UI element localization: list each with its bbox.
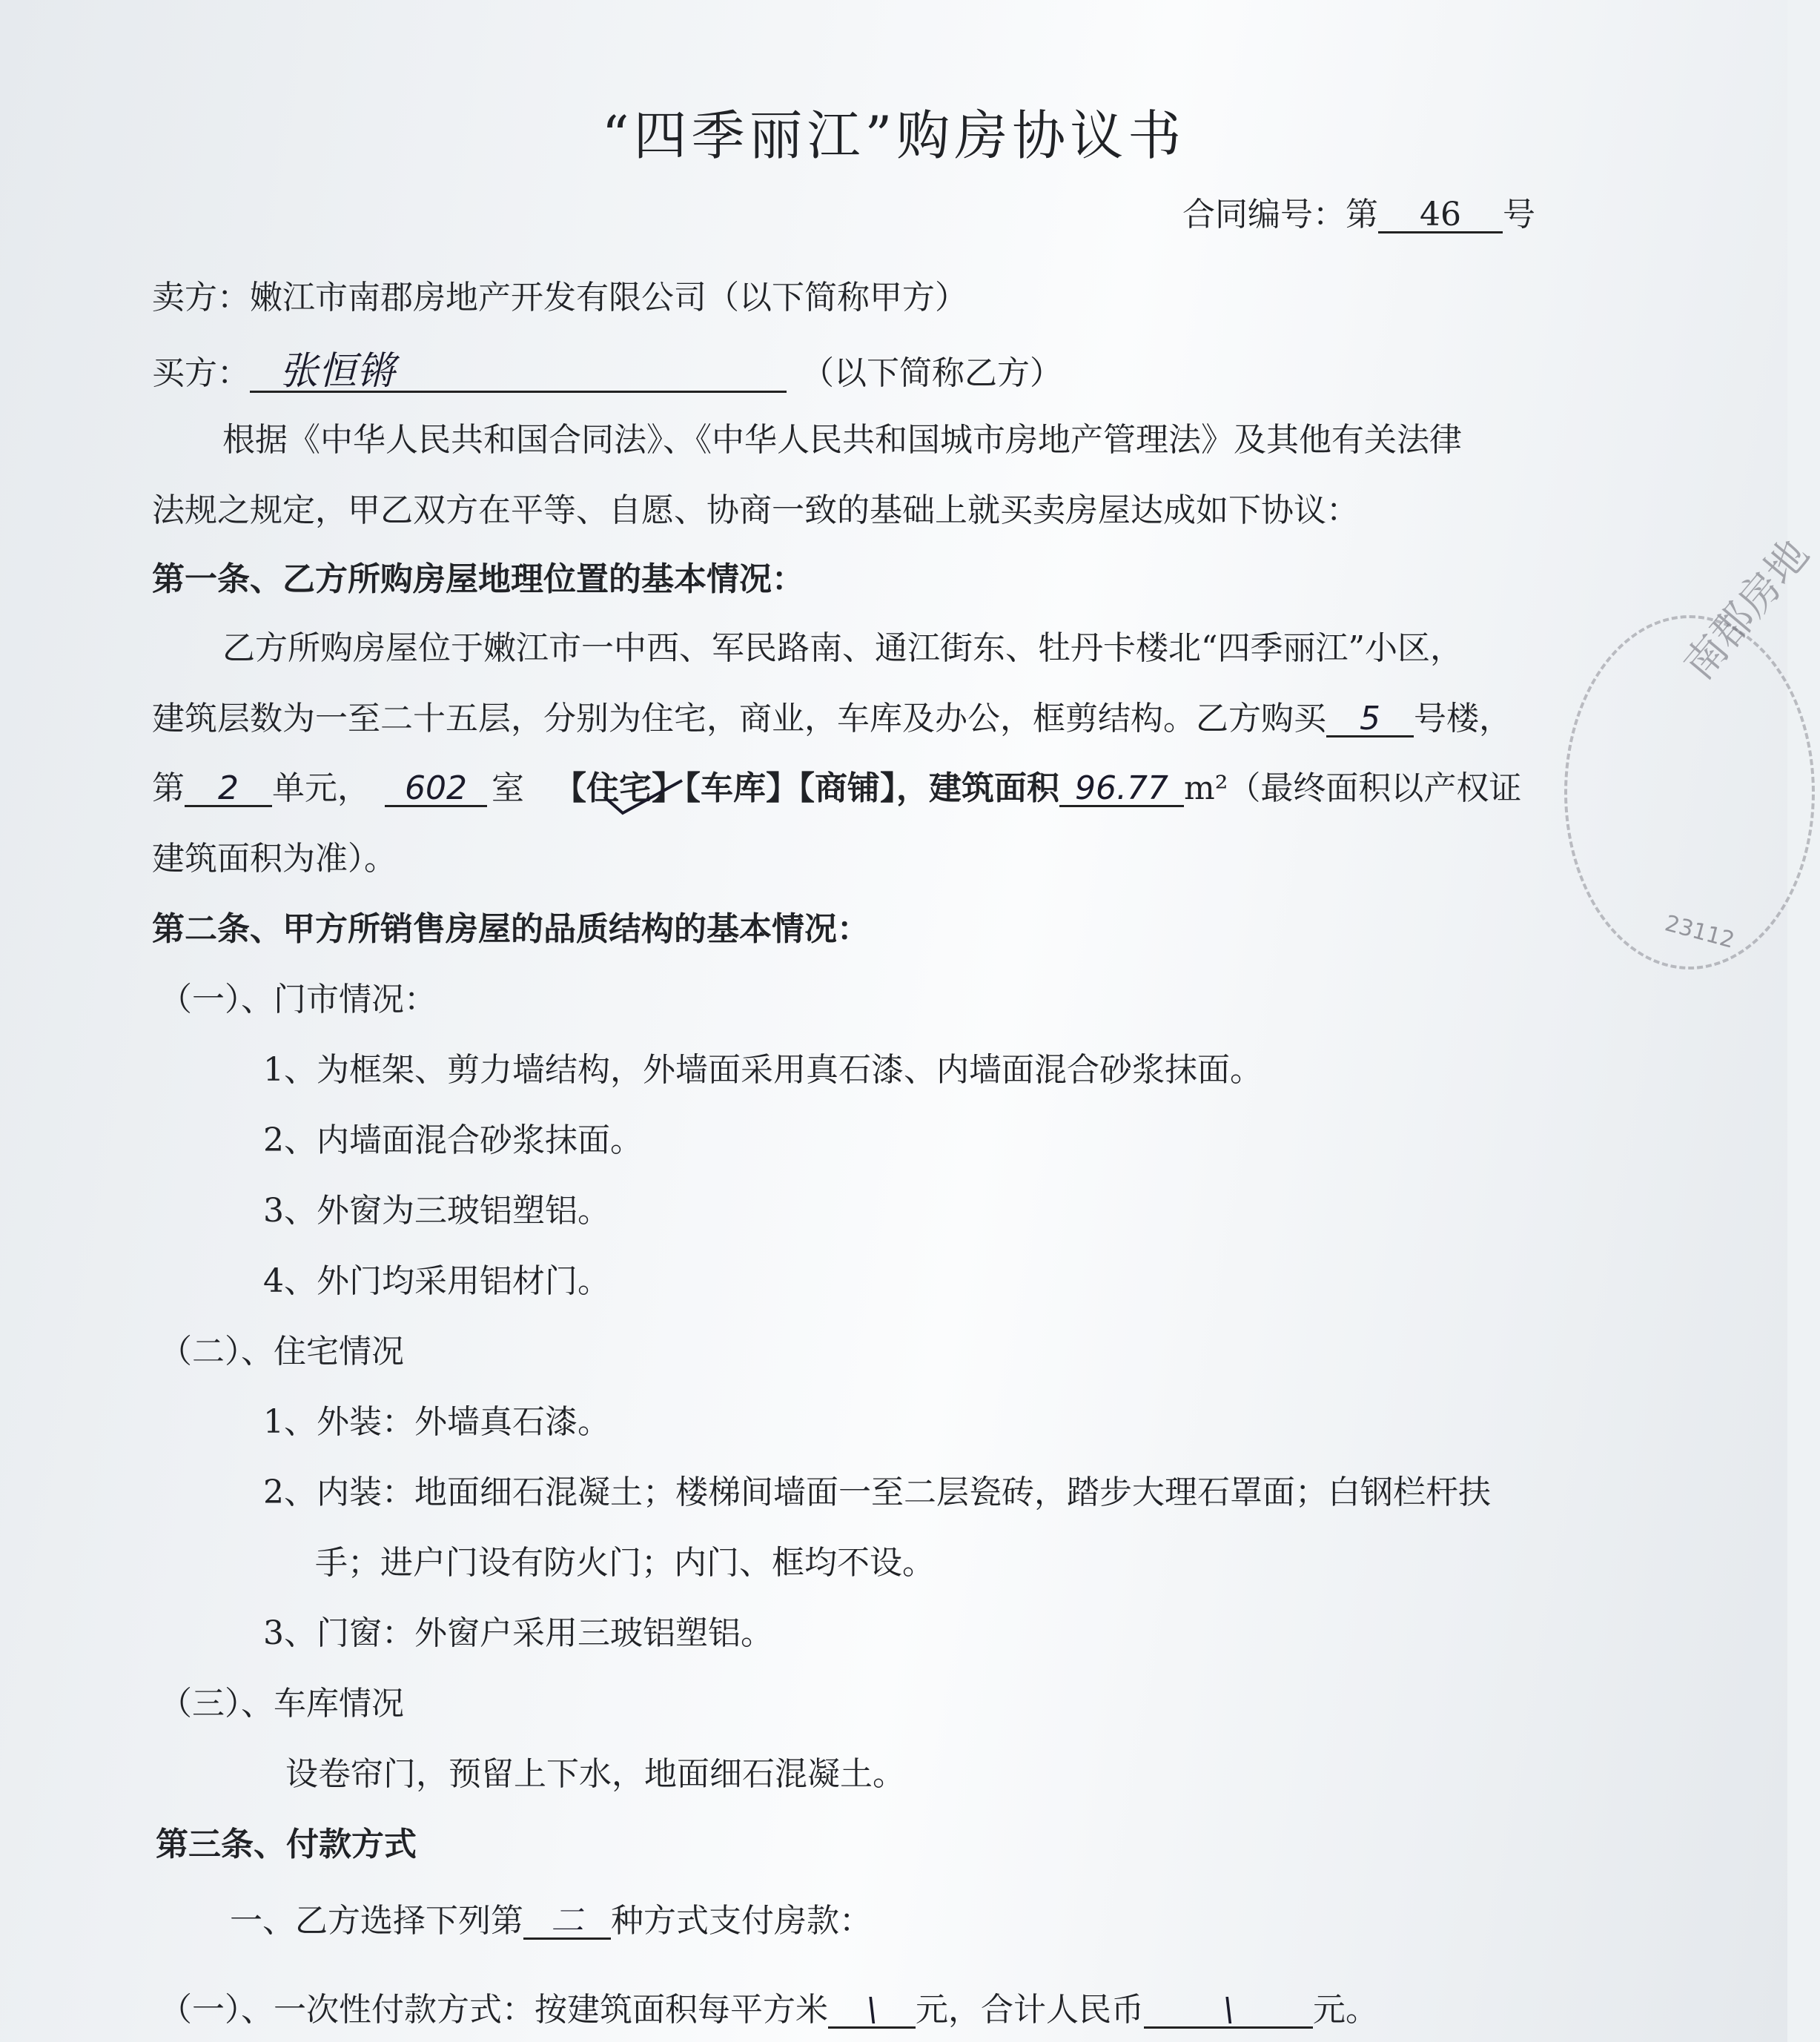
building-number: 5: [1326, 703, 1414, 737]
section-2-item: 3、门窗：外窗户采用三玻铝塑铝。: [263, 1614, 773, 1652]
seller-line: 卖方：嫩江市南郡房地产开发有限公司（以下简称甲方）: [152, 279, 967, 316]
total-price: \: [1144, 1994, 1313, 2029]
lump-sum-line: （一）、一次性付款方式：按建筑面积每平方米 \ 元，合计人民币 \ 元。: [159, 1991, 1378, 2029]
article-1-line-2: 建筑层数为一至二十五层，分别为住宅，商业，车库及办公，框剪结构。乙方购买 5 号楼，: [152, 700, 1512, 737]
article-1-line-1: 乙方所购房屋位于嫩江市一中西、军民路南、通江街东、牡丹卡楼北“四季丽江”小区，: [222, 629, 1463, 667]
payment-choice: 二: [523, 1905, 611, 1940]
unit-number: 2: [185, 772, 272, 807]
section-1-heading: （一）、门市情况：: [159, 981, 437, 1018]
section-1-item: 4、外门均采用铝材门。: [263, 1262, 610, 1300]
floor-area: 96.77: [1059, 772, 1184, 807]
article-1-line-3: 第 2 单元， 602 室 【住宅】【车库】【商铺】，建筑面积 96.77 m²（最终面积以产权证: [152, 769, 1522, 807]
section-2-item: 手；进户门设有防火门；内门、框均不设。: [315, 1544, 935, 1582]
payment-choice-line: 一、乙方选择下列第 二 种方式支付房款：: [230, 1902, 872, 1940]
intro-line-2: 法规之规定，甲乙双方在平等、自愿、协商一致的基础上就买卖房屋达成如下协议：: [152, 491, 1359, 529]
seal-text: 南郡房地: [1675, 531, 1819, 689]
intro-line-1: 根据《中华人民共和国合同法》、《中华人民共和国城市房地产管理法》及其他有关法律: [222, 421, 1462, 459]
section-1-item: 3、外窗为三玻铝塑铝。: [263, 1192, 610, 1230]
buyer-line: 买方： 张恒锵 （以下简称乙方）: [152, 349, 1062, 394]
seal-number: 23112: [1662, 910, 1738, 954]
article-1-line-4: 建筑面积为准）。: [152, 840, 397, 878]
section-1-item: 2、内墙面混合砂浆抹面。: [263, 1121, 643, 1159]
price-per-sqm: \: [828, 1994, 916, 2029]
article-3-heading: 第三条、付款方式: [156, 1826, 417, 1863]
section-1-item: 1、为框架、剪力墙结构，外墙面采用真石漆、内墙面混合砂浆抹面。: [263, 1051, 1263, 1089]
section-2-item: 2、内装：地面细石混凝土；楼梯间墙面一至二层瓷砖，踏步大理石罩面；白钢栏杆扶: [263, 1474, 1491, 1511]
checkmark-icon: [600, 775, 689, 819]
room-number: 602: [385, 772, 487, 807]
document-title: “四季丽江”购房协议书: [601, 105, 1186, 167]
article-1-heading: 第一条、乙方所购房屋地理位置的基本情况：: [152, 560, 804, 598]
article-2-heading: 第二条、甲方所销售房屋的品质结构的基本情况：: [152, 910, 870, 948]
buyer-name: 张恒锵: [250, 352, 787, 393]
section-2-heading: （二）、住宅情况: [159, 1333, 404, 1370]
section-3-text: 设卷帘门，预留上下水，地面细石混凝土。: [285, 1755, 905, 1793]
contract-number: 合同编号：第 46 号: [1182, 196, 1535, 233]
contract-number-value: 46: [1378, 199, 1503, 233]
section-3-heading: （三）、车库情况: [159, 1685, 404, 1723]
section-2-item: 1、外装：外墙真石漆。: [263, 1403, 610, 1441]
